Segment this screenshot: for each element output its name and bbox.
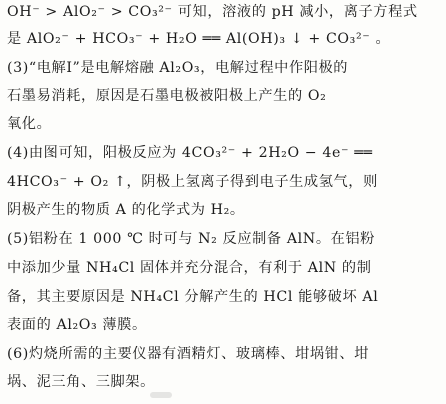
text-line: 表面的 Al₂O₃ 薄膜。 xyxy=(7,317,147,333)
text-line: (3)“电解Ⅰ”是电解熔融 Al₂O₃，电解过程中作阳极的 xyxy=(7,60,349,76)
text-line: 石墨易消耗，原因是石墨电极被阳极上产生的 O₂ xyxy=(7,88,327,104)
text-line: 埚、泥三角、三脚架。 xyxy=(7,374,155,390)
text-line: (5)铝粉在 1 000 ℃ 时可与 N₂ 反应制备 AlN。在铝粉 xyxy=(7,231,375,247)
text-line: OH⁻ > AlO₂⁻ > CO₃²⁻ 可知，溶液的 pH 减小，离子方程式 xyxy=(7,4,418,20)
ink-smudge xyxy=(150,392,172,398)
text-line: 中添加少量 NH₄Cl 固体并充分混合，有利于 AlN 的制 xyxy=(7,260,372,276)
text-line: 是 AlO₂⁻ + HCO₃⁻ + H₂O ══ Al(OH)₃ ↓ + CO₃²⁻ 。 xyxy=(7,31,391,47)
text-line: (6)灼烧所需的主要仪器有酒精灯、玻璃棒、坩埚钳、坩 xyxy=(7,346,370,362)
text-line: 氧化。 xyxy=(7,116,52,132)
text-line: 阴极产生的物质 A 的化学式为 H₂。 xyxy=(7,202,245,218)
text-line: 4HCO₃⁻ + O₂ ↑，阴极上氢离子得到电子生成氢气，则 xyxy=(7,174,378,190)
text-line: (4)由图可知，阳极反应为 4CO₃²⁻ + 2H₂O − 4e⁻ ══ xyxy=(7,145,373,161)
text-line: 备，其主要原因是 NH₄Cl 分解产生的 HCl 能够破坏 Al xyxy=(7,289,379,305)
